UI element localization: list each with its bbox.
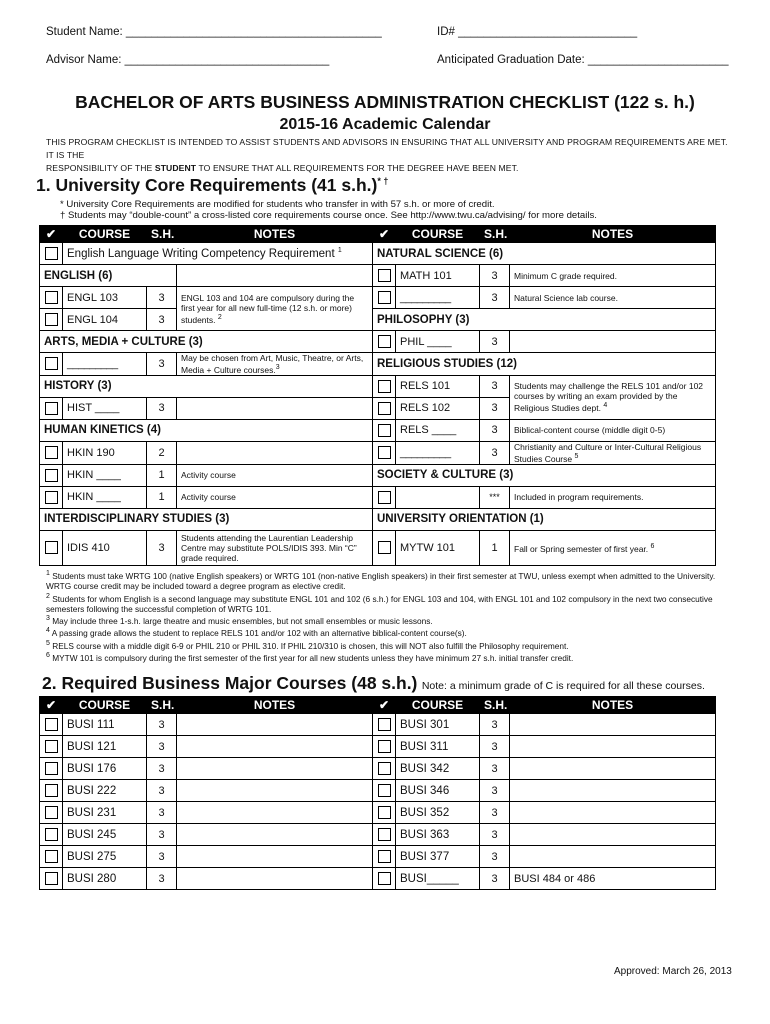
interdisciplinary-group: INTERDISCIPLINARY STUDIES (3) — [40, 508, 373, 530]
sh-value: 3 — [480, 265, 510, 287]
footnote: $^2$ Students for whom English is a second language may substitute ENGL 101 and 102 (6 s.h.) for ENGL 103 and 104, with ENGL 101 and 102 compulsory in the next two consecutive semesters following the successful completion of WRTG 101. — [46, 592, 713, 614]
page-subtitle: 2015-16 Academic Calendar — [279, 116, 491, 133]
footnote: $^4$ A passing grade allows the student to replace RELS 101 and/or 102 with an alternative biblical-content course(s). — [46, 627, 467, 639]
course-code: BUSI 222 — [63, 780, 147, 802]
sh-value: 3 — [480, 331, 510, 353]
sh-value: 3 — [147, 802, 177, 824]
table-row — [40, 287, 716, 309]
course-math101: MATH 101 — [396, 265, 480, 287]
rels-biblical-checkbox[interactable] — [378, 424, 391, 437]
course-note — [510, 736, 716, 758]
religious-studies-group: RELIGIOUS STUDIES (12) — [373, 353, 716, 376]
section2-heading: 2. Required Business Major Courses (48 s.h.) Note: a minimum grade of C is required for all these courses. — [42, 673, 705, 693]
sh-header: S.H. — [147, 226, 177, 243]
sh-value: 3 — [480, 441, 510, 464]
course-header: COURSE — [396, 226, 480, 243]
course-note: Fall or Spring semester of first year. $^6$ — [510, 530, 716, 565]
course-note: Students attending the Laurentian Leadership Centre may substitute POLS/IDIS 393. Min “C” grade required. — [177, 530, 373, 565]
sh-value: 3 — [480, 375, 510, 397]
course-code: BUSI 346 — [396, 780, 480, 802]
notes-header: NOTES — [177, 697, 373, 714]
sh-value: 3 — [147, 780, 177, 802]
sh-value: 3 — [480, 287, 510, 309]
sh-value: 3 — [480, 824, 510, 846]
sh-value: 3 — [480, 802, 510, 824]
busi-checkbox[interactable] — [378, 784, 391, 797]
writing-checkbox[interactable] — [45, 247, 58, 260]
checkbox-cell — [40, 868, 63, 890]
busi-checkbox[interactable] — [378, 806, 391, 819]
course-code: BUSI 363 — [396, 824, 480, 846]
history-group: HISTORY (3) — [40, 375, 373, 397]
course-natural-science[interactable]: _________ — [396, 287, 480, 309]
sh-header: S.H. — [480, 697, 510, 714]
course-code: BUSI 280 — [63, 868, 147, 890]
course-note — [510, 780, 716, 802]
math101-checkbox[interactable] — [378, 269, 391, 282]
table-row — [40, 375, 716, 397]
advisor-name-field[interactable]: Advisor Name: ________________________________ — [46, 54, 330, 66]
course-code: BUSI 111 — [63, 714, 147, 736]
sh-value: 3 — [147, 824, 177, 846]
course-code: BUSI_____ — [396, 868, 480, 890]
course-note: Biblical-content course (middle digit 0-5) — [510, 419, 716, 441]
checkbox-cell — [40, 802, 63, 824]
course-note — [510, 758, 716, 780]
engl103-checkbox[interactable] — [45, 291, 58, 304]
check-header: ✔ — [40, 697, 63, 714]
footnote: $^6$ MYTW 101 is compulsory during the first semester of the first year for all new students unless they have minimum 27 s.h. initial transfer credit. — [46, 651, 574, 663]
hkin190-checkbox[interactable] — [45, 446, 58, 459]
phil-checkbox[interactable] — [378, 335, 391, 348]
rels102-checkbox[interactable] — [378, 402, 391, 415]
checkbox-cell — [40, 846, 63, 868]
sh-value: 3 — [147, 736, 177, 758]
course-code: BUSI 275 — [63, 846, 147, 868]
sh-value: 1 — [147, 486, 177, 508]
sh-value: 3 — [147, 846, 177, 868]
course-note — [177, 780, 373, 802]
table-row — [40, 780, 716, 802]
society-checkbox[interactable] — [378, 491, 391, 504]
check-header: ✔ — [373, 226, 396, 243]
check-header: ✔ — [40, 226, 63, 243]
sh-value: 3 — [147, 868, 177, 890]
checkbox-cell — [373, 714, 396, 736]
table-row — [40, 486, 716, 508]
course-note — [177, 736, 373, 758]
busi-checkbox[interactable] — [378, 850, 391, 863]
student-name-field[interactable]: Student Name: ________________________________________ — [46, 26, 382, 38]
course-hist[interactable]: HIST ____ — [63, 397, 147, 419]
table-row — [40, 353, 716, 376]
course-idis410: IDIS 410 — [63, 530, 147, 565]
checkbox-cell — [373, 846, 396, 868]
sh-value: 1 — [147, 464, 177, 486]
course-rels101: RELS 101 — [396, 375, 480, 397]
rels101-checkbox[interactable] — [378, 380, 391, 393]
hkin-activity-checkbox[interactable] — [45, 491, 58, 504]
course-note: BUSI 484 or 486 — [510, 868, 716, 890]
course-code: BUSI 311 — [396, 736, 480, 758]
idis410-checkbox[interactable] — [45, 541, 58, 554]
notes-header: NOTES — [510, 697, 716, 714]
mytw101-checkbox[interactable] — [378, 541, 391, 554]
footnote: $^1$ Students must take WRTG 100 (native English speakers) or WRTG 101 (non-native English speakers) in their first semester at TWU, unless exempt when admitted to the University. WRTG course credit may be included toward a degree program as elective credit. — [46, 570, 716, 592]
sh-value: 3 — [147, 714, 177, 736]
course-hkin-activity[interactable]: HKIN ____ — [63, 486, 147, 508]
course-rels102: RELS 102 — [396, 397, 480, 419]
table-row — [40, 802, 716, 824]
course-header: COURSE — [63, 226, 147, 243]
course-note: Christianity and Culture or Inter-Cultural Religious Studies Course $^5$ — [510, 441, 716, 464]
writing-requirement: English Language Writing Competency Requirement $^1$ — [63, 243, 373, 265]
section1-heading: 1. University Core Requirements (41 s.h.)* † — [36, 175, 389, 195]
course-note: Included in program requirements. — [510, 486, 716, 508]
notes-header: NOTES — [510, 226, 716, 243]
table-row — [40, 868, 716, 890]
course-note — [510, 714, 716, 736]
busi-checkbox[interactable] — [378, 718, 391, 731]
checkbox-cell — [373, 802, 396, 824]
sh-header: S.H. — [480, 226, 510, 243]
section1-note-2: † Students may “double-count” a cross-listed core requirements course once. See http://www.twu.ca/advising/ for more details. — [60, 210, 597, 221]
checkbox-cell — [373, 758, 396, 780]
sh-value: 3 — [480, 419, 510, 441]
course-code: BUSI 245 — [63, 824, 147, 846]
sh-value: 3 — [480, 736, 510, 758]
sh-value: 3 — [147, 397, 177, 419]
section1-note-1: * University Core Requirements are modified for students who transfer in with 57 s.h. or more of credit. — [60, 199, 495, 210]
table-row — [40, 508, 716, 530]
checkbox-cell — [40, 714, 63, 736]
table-row — [40, 464, 716, 486]
course-rels-culture[interactable]: _________ — [396, 441, 480, 464]
course-engl104: ENGL 104 — [63, 309, 147, 331]
busi-checkbox[interactable] — [378, 762, 391, 775]
busi-checkbox[interactable] — [45, 740, 58, 753]
course-note — [510, 846, 716, 868]
checkbox-cell — [40, 736, 63, 758]
table-row — [40, 846, 716, 868]
course-note — [177, 868, 373, 890]
university-orientation-group: UNIVERSITY ORIENTATION (1) — [373, 508, 716, 530]
footnotes — [46, 569, 726, 663]
sh-value: 3 — [480, 714, 510, 736]
busi-checkbox[interactable] — [45, 872, 58, 885]
course-code: BUSI 301 — [396, 714, 480, 736]
course-mytw101: MYTW 101 — [396, 530, 480, 565]
sh-value: 3 — [480, 780, 510, 802]
sh-value: 3 — [147, 309, 177, 331]
course-header: COURSE — [396, 697, 480, 714]
table-row — [40, 309, 716, 331]
sh-value: 2 — [147, 441, 177, 464]
course-note — [510, 824, 716, 846]
section2-note: Note: a minimum grade of C is required for all these courses. — [421, 680, 705, 692]
graduation-date-field[interactable]: Anticipated Graduation Date: ______________________ — [437, 54, 729, 66]
sh-value: 3 — [480, 397, 510, 419]
natural-science-group: NATURAL SCIENCE (6) — [373, 243, 716, 265]
table-header-row — [40, 226, 716, 243]
rels-culture-checkbox[interactable] — [378, 446, 391, 459]
busi-checkbox[interactable] — [45, 828, 58, 841]
course-rels-biblical[interactable]: RELS ____ — [396, 419, 480, 441]
sh-value: 3 — [147, 353, 177, 376]
sh-value: 3 — [147, 530, 177, 565]
sh-value: 3 — [147, 758, 177, 780]
sh-value: 3 — [480, 868, 510, 890]
english-note: ENGL 103 and 104 are compulsory during the first year for all new full-time (12 s.h. or more) students. $^2$ — [177, 287, 373, 331]
sh-value: 1 — [480, 530, 510, 565]
busi-checkbox[interactable] — [378, 740, 391, 753]
course-note — [177, 714, 373, 736]
course-note — [177, 758, 373, 780]
course-code: BUSI 342 — [396, 758, 480, 780]
checkbox-cell — [373, 780, 396, 802]
busi-checkbox[interactable] — [45, 806, 58, 819]
table-row — [40, 758, 716, 780]
checkbox-cell — [40, 758, 63, 780]
busi-checkbox[interactable] — [45, 762, 58, 775]
table-row — [40, 331, 716, 353]
checkbox-cell — [373, 736, 396, 758]
core-requirements-table — [39, 225, 716, 566]
checkbox-cell — [40, 824, 63, 846]
table-row — [40, 530, 716, 565]
rels-note: Students may challenge the RELS 101 and/or 102 courses by writing an exam provided by the Religious Studies dept. $^4$ — [510, 375, 716, 419]
sh-value: 3 — [147, 287, 177, 309]
course-note: Natural Science lab course. — [510, 287, 716, 309]
course-code: BUSI 231 — [63, 802, 147, 824]
english-group: ENGLISH (6) — [40, 265, 177, 287]
course-note — [177, 824, 373, 846]
engl104-checkbox[interactable] — [45, 313, 58, 326]
hkin-activity-checkbox[interactable] — [45, 469, 58, 482]
table-header-row — [40, 697, 716, 714]
course-note — [510, 802, 716, 824]
course-hkin190: HKIN 190 — [63, 441, 147, 464]
course-note: Minimum C grade required. — [510, 265, 716, 287]
busi-checkbox[interactable] — [45, 718, 58, 731]
sh-value: 3 — [480, 846, 510, 868]
course-code: BUSI 121 — [63, 736, 147, 758]
approval-date: Approved: March 26, 2013 — [614, 966, 732, 977]
checkbox-cell — [373, 824, 396, 846]
hist-checkbox[interactable] — [45, 402, 58, 415]
course-note — [177, 802, 373, 824]
course-hkin-activity[interactable]: HKIN ____ — [63, 464, 147, 486]
arts-note: May be chosen from Art, Music, Theatre, or Arts, Media + Culture courses.$^3$ — [177, 353, 373, 376]
table-row — [40, 419, 716, 441]
course-phil[interactable]: PHIL ____ — [396, 331, 480, 353]
table-row — [40, 441, 716, 464]
footnote: $^3$ May include three 1-s.h. large theatre and music ensembles, but not small ensembles or music lessons. — [46, 615, 433, 626]
busi-checkbox[interactable] — [45, 850, 58, 863]
busi-checkbox[interactable] — [378, 872, 391, 885]
table-row — [40, 243, 716, 265]
busi-checkbox[interactable] — [45, 784, 58, 797]
course-code: BUSI 176 — [63, 758, 147, 780]
course-note — [177, 846, 373, 868]
philosophy-group: PHILOSOPHY (3) — [373, 309, 716, 331]
notes-header: NOTES — [177, 226, 373, 243]
checkbox-cell — [40, 780, 63, 802]
check-header: ✔ — [373, 697, 396, 714]
course-code: BUSI 352 — [396, 802, 480, 824]
checkbox-cell — [373, 868, 396, 890]
course-header: COURSE — [63, 697, 147, 714]
table-row — [40, 736, 716, 758]
arts-group: ARTS, MEDIA + CULTURE (3) — [40, 331, 373, 353]
human-kinetics-group: HUMAN KINETICS (4) — [40, 419, 373, 441]
society-culture-group: SOCIETY & CULTURE (3) — [373, 464, 716, 486]
busi-checkbox[interactable] — [378, 828, 391, 841]
page-title: BACHELOR OF ARTS BUSINESS ADMINISTRATION CHECKLIST (122 s. h.) — [75, 92, 695, 112]
sh-value: 3 — [480, 758, 510, 780]
natural-science-checkbox[interactable] — [378, 291, 391, 304]
course-note: Activity course — [177, 486, 373, 508]
course-engl103: ENGL 103 — [63, 287, 147, 309]
arts-checkbox[interactable] — [45, 357, 58, 370]
course-arts[interactable]: _________ — [63, 353, 147, 376]
table-row — [40, 714, 716, 736]
sh-header: S.H. — [147, 697, 177, 714]
student-id-field[interactable]: ID# ____________________________ — [437, 26, 638, 38]
course-code: BUSI 377 — [396, 846, 480, 868]
footnote: $^5$ RELS course with a middle digit 6-9 or PHIL 210 or PHIL 310. If PHIL 210/310 is chosen, this will NOT also fulfill the Philosophy requirement. — [46, 639, 569, 651]
course-note: Activity course — [177, 464, 373, 486]
intro-text: THIS PROGRAM CHECKLIST IS INTENDED TO ASSIST STUDENTS AND ADVISORS IN ENSURING THAT ALL UNIVERSITY AND PROGRAM REQUIREMENTS ARE MET. IT IS THE RESPONSIBILITY OF THE STUDENT TO ENSURE THAT ALL REQUIREMENTS FOR THE DEGREE HAVE BEEN MET. — [46, 137, 728, 173]
sh-value: *** — [480, 486, 510, 508]
table-row — [40, 265, 716, 287]
table-row — [40, 824, 716, 846]
business-major-table — [39, 696, 716, 890]
